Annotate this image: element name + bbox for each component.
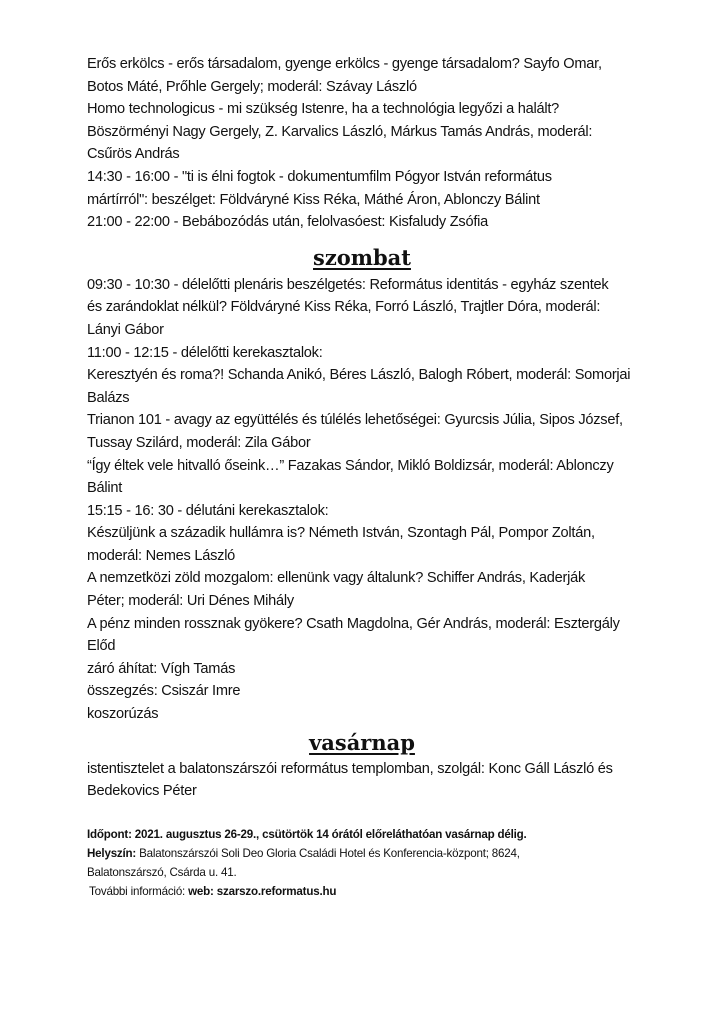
program-line: Homo technologicus - mi szükség Istenre, ha a technológia legyőzi a halált? (87, 101, 560, 118)
program-line: istentisztelet a balatonszárszói református templomban, szolgál: Konc Gáll László és (87, 760, 613, 777)
program-line: Csűrös András (87, 146, 180, 163)
program-line: Trianon 101 - avagy az együttélés és túlélés lehetőségei: Gyurcsis Júlia, Sipos József, (87, 412, 623, 429)
program-line: Keresztyén és roma?! Schanda Anikó, Béres László, Balogh Róbert, moderál: Somorjai (87, 367, 631, 384)
more-info-label: További információ: (89, 884, 189, 898)
program-line: 15:15 - 16: 30 - délutáni kerekasztalok: (87, 502, 329, 519)
sunday-section (87, 758, 647, 803)
program-line: záró áhítat: Vígh Tamás (87, 660, 236, 677)
program-line: 14:30 - 16:00 - "ti is élni fogtok - dokumentumfilm Pógyor István református (87, 168, 552, 185)
event-time-value: 2021. augusztus 26-29., csütörtök 14 órától előreláthatóan vasárnap délig. (131, 827, 527, 841)
program-line: Erős erkölcs - erős társadalom, gyenge erkölcs - gyenge társadalom? Sayfo Omar, (87, 56, 602, 72)
event-place-line-2: Balatonszárszó, Csárda u. 41. (87, 865, 237, 879)
saturday-heading: szombat (313, 244, 411, 270)
program-line: Tussay Szilárd, moderál: Zila Gábor (87, 434, 311, 451)
website-link[interactable]: web: szarszo.reformatus.hu (188, 884, 337, 898)
event-place-label: Helyszín: (87, 846, 137, 860)
program-line: mártírról": beszélget: Földváryné Kiss Réka, Máthé Áron, Ablonczy Bálint (87, 191, 540, 208)
program-line: Lányi Gábor (87, 321, 164, 338)
event-time-label: Időpont: (87, 827, 132, 841)
program-line: A pénz minden rossznak gyökere? Csath Magdolna, Gér András, moderál: Esztergály (87, 615, 620, 632)
program-line: moderál: Nemes László (87, 547, 236, 564)
program-line: Előd (87, 638, 116, 655)
program-line: Böszörményi Nagy Gergely, Z. Karvalics László, Márkus Tamás András, moderál: (87, 123, 593, 140)
program-line: Balázs (87, 389, 130, 406)
more-info-line (87, 882, 647, 901)
program-line: 11:00 - 12:15 - délelőtti kerekasztalok: (87, 344, 323, 361)
event-time-line (87, 825, 647, 844)
program-line: 21:00 - 22:00 - Bebábozódás után, felolvasóest: Kisfaludy Zsófia (87, 214, 488, 231)
saturday-section (87, 274, 647, 726)
program-line: Péter; moderál: Uri Dénes Mihály (87, 593, 294, 610)
program-line: Készüljünk a századik hullámra is? Németh István, Szontagh Pál, Pompor Zoltán, (87, 525, 595, 542)
event-place-line (87, 844, 647, 863)
program-line: “Így éltek vele hitvalló őseink…” Fazakas Sándor, Mikló Boldizsár, moderál: Ablonczy (87, 457, 614, 474)
program-line: Bálint (87, 480, 123, 497)
event-info-footer (87, 825, 647, 901)
program-line: és zarándoklat nélkül? Földváryné Kiss Réka, Forró László, Trajtler Dóra, moderál: (87, 299, 601, 316)
program-line: 09:30 - 10:30 - délelőtti plenáris beszélgetés: Református identitás - egyház szentek (87, 276, 609, 293)
sunday-heading: vasárnap (309, 729, 415, 755)
program-line: Bedekovics Péter (87, 783, 197, 800)
program-line: A nemzetközi zöld mozgalom: ellenünk vagy általunk? Schiffer András, Kaderják (87, 570, 586, 587)
friday-continued-section (87, 53, 647, 234)
program-page (87, 53, 647, 901)
program-line: összegzés: Csiszár Imre (87, 683, 241, 700)
program-line: Botos Máté, Prőhle Gergely; moderál: Szávay László (87, 78, 417, 95)
program-line: koszorúzás (87, 706, 159, 723)
event-place-value: Balatonszárszói Soli Deo Gloria Családi Hotel és Konferencia-központ; 8624, (136, 846, 520, 860)
